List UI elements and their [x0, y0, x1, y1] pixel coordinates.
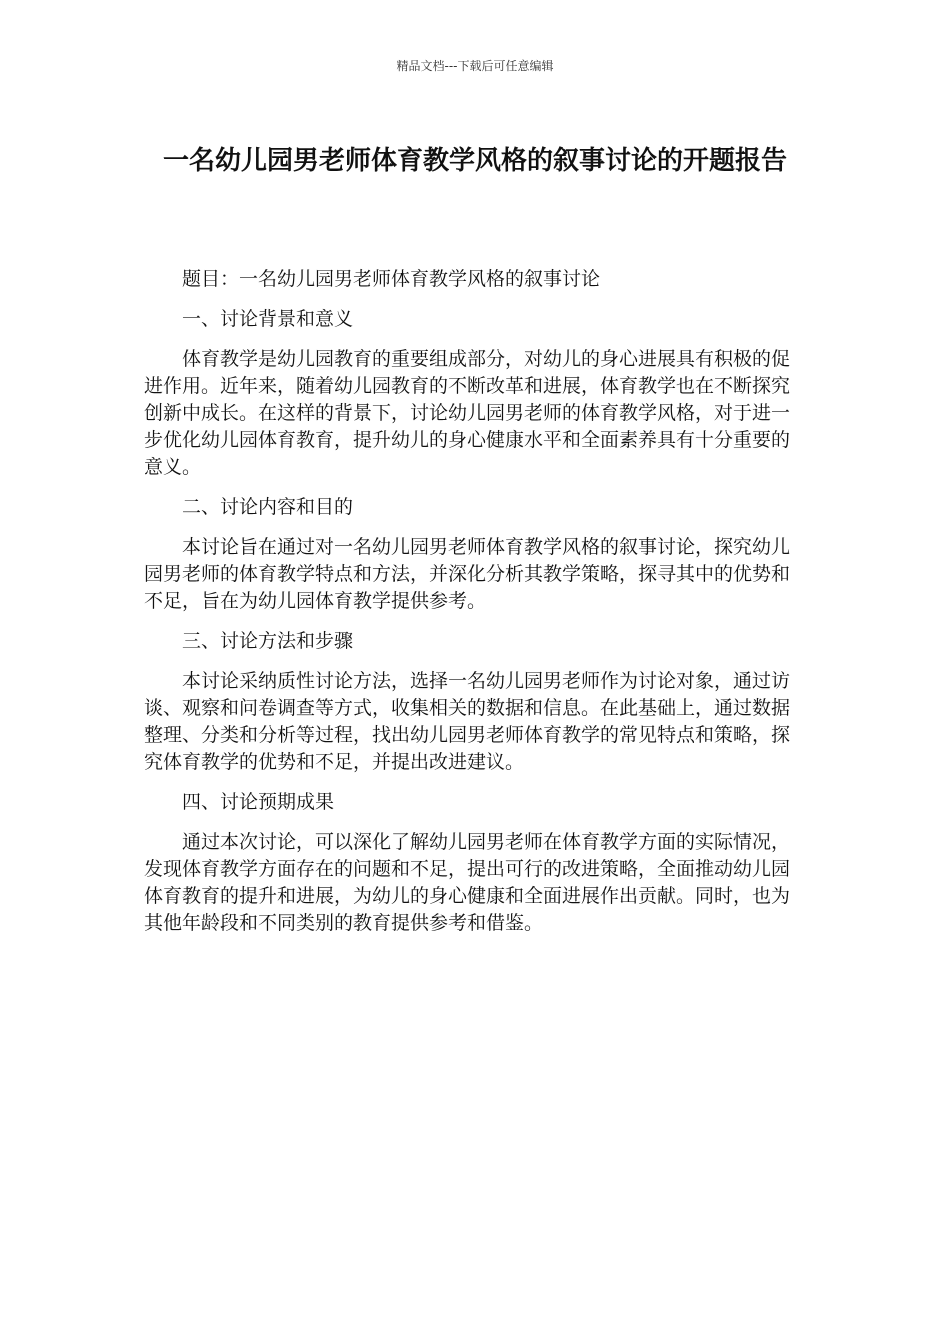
header-note: 精品文档---下载后可任意编辑: [396, 59, 554, 73]
section-heading-method: 三、讨论方法和步骤: [182, 630, 354, 652]
section-text-content: 本讨论旨在通过对一名幼儿园男老师体育教学风格的叙事讨论，探究幼儿园男老师的体育教学特点和方法，并深化分析其教学策略，探寻其中的优势和不足，旨在为幼儿园体育教学提供参考。: [144, 536, 791, 612]
document-title: 一名幼儿园男老师体育教学风格的叙事讨论的开题报告: [162, 146, 787, 176]
section-text-outcomes: 通过本次讨论，可以深化了解幼儿园男老师在体育教学方面的实际情况，发现体育教学方面存在的问题和不足，提出可行的改进策略，全面推动幼儿园体育教育的提升和进展，为幼儿的身心健康和全面进展作出贡献。同时，也为其他年龄段和不同类别的教育提供参考和借鉴。: [144, 831, 791, 934]
section-heading-background: 一、讨论背景和意义: [182, 308, 354, 330]
subject-line: 题目：一名幼儿园男老师体育教学风格的叙事讨论: [182, 268, 601, 290]
document-body: [144, 266, 790, 950]
section-heading-content: 二、讨论内容和目的: [182, 496, 354, 518]
section-text-method: 本讨论采纳质性讨论方法，选择一名幼儿园男老师作为讨论对象，通过访谈、观察和问卷调查等方式，收集相关的数据和信息。在此基础上，通过数据整理、分类和分析等过程，找出幼儿园男老师体育教学的常见特点和策略，探究体育教学的优势和不足，并提出改进建议。: [144, 670, 791, 773]
section-heading-outcomes: 四、讨论预期成果: [182, 791, 335, 813]
section-text-background: 体育教学是幼儿园教育的重要组成部分，对幼儿的身心进展具有积极的促进作用。近年来，随着幼儿园教育的不断改革和进展，体育教学也在不断探究创新中成长。在这样的背景下，讨论幼儿园男老师的体育教学风格，对于进一步优化幼儿园体育教育，提升幼儿的身心健康水平和全面素养具有十分重要的意义。: [144, 348, 791, 478]
